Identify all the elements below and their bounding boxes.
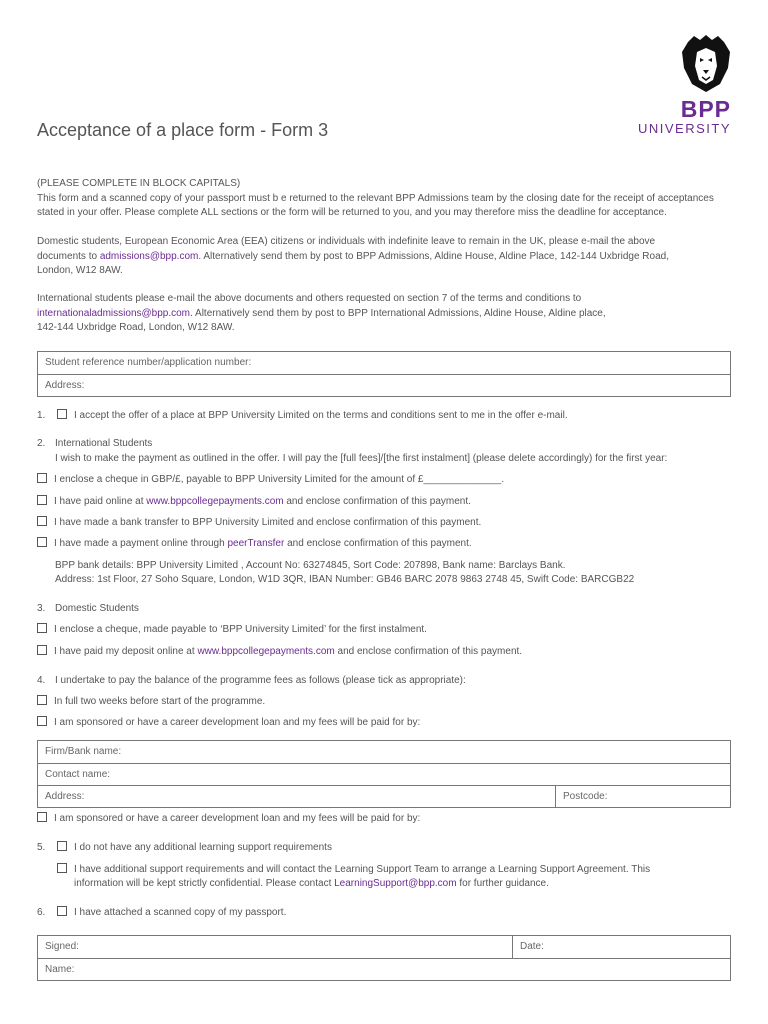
section-2-intro: I wish to make the payment as outlined in the offer. I will pay the [full fees]/[the first instalment] (please delete accordingly) for the first year: — [55, 453, 668, 464]
checkbox-icon[interactable] — [57, 409, 67, 419]
section-6-number: 6. — [37, 907, 46, 918]
date-label[interactable]: Date: — [512, 936, 730, 958]
s2-option-cheque — [37, 473, 504, 487]
s4-option-sponsored — [37, 716, 420, 730]
intl-line-1: International students please e-mail the above documents and others requested on section 7 of the terms and conditions to — [37, 293, 582, 304]
bppcollegepayments-link-2[interactable]: www.bppcollegepayments.com — [197, 646, 335, 657]
checkbox-icon[interactable] — [57, 863, 67, 873]
intl-line-2-post: . Alternatively send them by post to BPP International Admissions, Aldine House, Aldine place, — [190, 307, 606, 319]
domestic-block — [37, 235, 737, 279]
s2-option-peer — [37, 537, 472, 551]
checkbox-icon[interactable] — [37, 623, 47, 633]
student-details-box — [37, 351, 731, 397]
s3-option-deposit-pre: I have paid my deposit online at — [54, 646, 198, 657]
international-block — [37, 292, 737, 336]
student-ref-row[interactable] — [38, 352, 730, 374]
s2-option-online-post: and enclose confirmation of this payment. — [283, 496, 471, 507]
checkbox-icon[interactable] — [37, 812, 47, 822]
bpp-logo — [680, 34, 732, 94]
peertransfer-link[interactable]: peerTransfer — [227, 538, 285, 549]
checkbox-icon[interactable] — [37, 516, 47, 526]
student-address-label: Address: — [45, 380, 85, 391]
learning-support-email-link[interactable]: LearningSupport@bpp.com — [334, 878, 457, 889]
checkbox-icon[interactable] — [37, 537, 47, 547]
domestic-line-3: London, W12 8AW. — [37, 265, 123, 276]
section-1-accept — [57, 409, 568, 423]
sponsor-details-box — [37, 740, 731, 808]
section-5-number: 5. — [37, 842, 46, 853]
section-2-number: 2. — [37, 438, 46, 449]
postcode-label[interactable]: Postcode: — [555, 786, 730, 807]
s5-option-additional — [57, 863, 650, 877]
signed-label[interactable]: Signed: — [45, 941, 79, 952]
s3-option-cheque — [37, 623, 427, 637]
caps-note: (PLEASE COMPLETE IN BLOCK CAPITALS) — [37, 178, 241, 189]
domestic-line-2-post: . Alternatively send them by post to BPP Admissions, Aldine House, Aldine Place, 142-144 Uxbridge Road, — [198, 250, 669, 262]
s4-option-sponsored-2 — [37, 812, 420, 826]
s3-option-deposit — [37, 645, 522, 659]
sponsor-address-label[interactable]: Address: — [45, 791, 85, 802]
s4-option-sponsored-2-text: I am sponsored or have a career development loan and my fees will be paid for by: — [54, 813, 421, 824]
checkbox-icon[interactable] — [37, 473, 47, 483]
s2-option-online — [37, 495, 471, 509]
brand-sub: UNIVERSITY — [637, 121, 731, 136]
bank-details-line-1: BPP bank details: BPP University Limited , Account No: 63274845, Sort Code: 207898, Bank name: Barclays Bank. — [55, 560, 566, 571]
domestic-line-2 — [37, 250, 737, 265]
signed-row — [38, 936, 730, 958]
intl-line-3: 142-144 Uxbridge Road, London, W12 8AW. — [37, 322, 235, 333]
student-address-row[interactable] — [38, 374, 730, 396]
s4-option-sponsored-text: I am sponsored or have a career development loan and my fees will be paid for by: — [54, 717, 421, 728]
intl-admissions-email-link[interactable]: internationaladmissions@bpp.com — [37, 307, 191, 319]
s5-option-additional-line-1: I have additional support requirements and will contact the Learning Support Team to arrange a Learning Support Agreement. This — [74, 864, 651, 875]
s6-passport — [57, 906, 286, 920]
signature-box — [37, 935, 731, 981]
s3-option-cheque-text: I enclose a cheque, made payable to ‘BPP University Limited’ for the first instalment. — [54, 624, 427, 635]
admissions-email-link[interactable]: admissions@bpp.com — [99, 250, 199, 262]
s4-option-full — [37, 695, 265, 709]
firm-label: Firm/Bank name: — [45, 746, 122, 757]
checkbox-icon[interactable] — [37, 495, 47, 505]
intro-line-2: stated in your offer. Please complete ALL sections or the form will be returned to you, and you may therefore miss the deadline for acceptance. — [37, 207, 667, 218]
s4-option-full-text: In full two weeks before start of the programme. — [54, 696, 266, 707]
checkbox-icon[interactable] — [37, 695, 47, 705]
s2-option-transfer-text: I have made a bank transfer to BPP University Limited and enclose confirmation of this payment. — [54, 517, 482, 528]
brand-name: BPP — [680, 96, 731, 122]
s5-option-additional-line-2 — [74, 877, 549, 891]
intro-block — [37, 177, 737, 221]
intl-line-2 — [37, 307, 737, 322]
bppcollegepayments-link[interactable]: www.bppcollegepayments.com — [146, 496, 284, 507]
section-3-number: 3. — [37, 603, 46, 614]
checkbox-icon[interactable] — [57, 906, 67, 916]
brand — [638, 97, 731, 137]
section-2-title: International Students — [55, 438, 153, 449]
s5-line-2-post: for further guidance. — [456, 878, 549, 889]
sponsor-address-row — [38, 785, 730, 807]
section-4-number: 4. — [37, 675, 46, 686]
s5-option-none-text: I do not have any additional learning support requirements — [74, 842, 332, 853]
checkbox-icon[interactable] — [37, 716, 47, 726]
s2-option-transfer — [37, 516, 481, 530]
section-3-title: Domestic Students — [55, 603, 139, 614]
domestic-line-2-pre: documents to — [37, 250, 100, 262]
domestic-line-1: Domestic students, European Economic Area (EEA) citizens or individuals with indefinite leave to remain in the UK, please e-mail the above — [37, 236, 656, 247]
s5-line-2-pre: information will be kept strictly confidential. Please contact — [74, 878, 335, 889]
checkbox-icon[interactable] — [37, 645, 47, 655]
contact-label: Contact name: — [45, 769, 111, 780]
s2-option-peer-post: and enclose confirmation of this payment. — [284, 538, 472, 549]
intro-line-1: This form and a scanned copy of your passport must b e returned to the relevant BPP Admissions team by the closing date for the receipt of acceptances — [37, 192, 714, 204]
s3-option-deposit-post: and enclose confirmation of this payment. — [334, 646, 523, 657]
section-1-number: 1. — [37, 410, 46, 421]
s6-passport-text: I have attached a scanned copy of my passport. — [74, 907, 287, 918]
s2-option-peer-pre: I have made a payment online through — [54, 538, 228, 549]
name-row[interactable] — [38, 958, 730, 980]
section-1-text: I accept the offer of a place at BPP University Limited on the terms and conditions sent to me in the offer e-mail. — [74, 410, 568, 421]
section-4-title: I undertake to pay the balance of the programme fees as follows (please tick as appropriate): — [55, 675, 466, 686]
checkbox-icon[interactable] — [57, 841, 67, 851]
contact-row[interactable] — [38, 763, 730, 785]
page-title: Acceptance of a place form - Form 3 — [37, 120, 329, 140]
name-label: Name: — [45, 964, 75, 975]
bank-details-line-2: Address: 1st Floor, 27 Soho Square, London, W1D 3QR, IBAN Number: GB46 BARC 2078 9863 2748 45, Swift Code: BARCGB22 — [55, 574, 635, 585]
lion-head-icon — [680, 34, 732, 94]
s2-option-online-pre: I have paid online at — [54, 496, 147, 507]
s2-option-cheque-text: I enclose a cheque in GBP/£, payable to BPP University Limited for the amount of £______________. — [54, 474, 505, 485]
s5-option-none — [57, 841, 332, 855]
student-ref-label: Student reference number/application number: — [45, 357, 252, 368]
firm-row[interactable] — [38, 741, 730, 763]
